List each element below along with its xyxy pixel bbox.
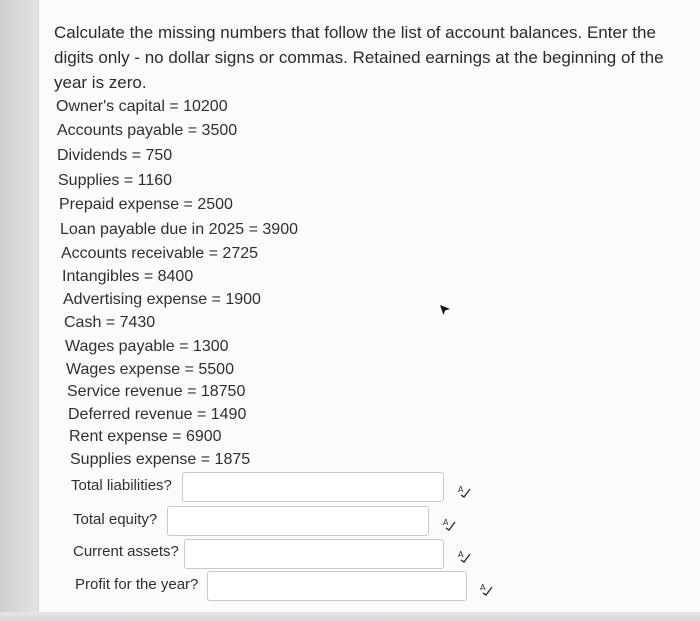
total-liabilities-input[interactable]: [182, 472, 444, 502]
svg-text:A: A: [458, 485, 464, 494]
balance-item: Rent expense = 6900: [69, 428, 222, 445]
balance-item: Cash = 7430: [64, 314, 156, 331]
balance-item: Supplies expense = 1875: [70, 451, 251, 468]
total-equity-label: Total equity?: [73, 511, 158, 528]
profit-for-year-label: Profit for the year?: [75, 576, 199, 593]
balance-item: Wages expense = 5500: [66, 361, 234, 378]
svg-text:A: A: [458, 550, 464, 559]
balance-item: Intangibles = 8400: [62, 268, 194, 285]
spellcheck-icon[interactable]: [479, 582, 493, 596]
balance-item: Wages payable = 1300: [65, 338, 229, 355]
svg-text:A: A: [480, 583, 486, 592]
balance-item: Advertising expense = 1900: [63, 291, 261, 308]
balance-item: Deferred revenue = 1490: [68, 406, 247, 423]
balance-item: Supplies = 1160: [58, 172, 173, 189]
mouse-cursor-icon: [438, 303, 452, 317]
balance-item: Loan payable due in 2025 = 3900: [60, 221, 298, 238]
balance-item: Prepaid expense = 2500: [59, 196, 233, 213]
spellcheck-icon[interactable]: [442, 517, 456, 531]
page-left-edge: [0, 0, 38, 621]
page-bottom-edge: [0, 612, 700, 621]
current-assets-label: Current assets?: [73, 543, 179, 560]
spellcheck-icon[interactable]: [457, 484, 471, 498]
balance-item: Service revenue = 18750: [67, 383, 246, 400]
balance-item: Owner's capital = 10200: [56, 98, 228, 115]
balance-item: Accounts receivable = 2725: [61, 245, 259, 262]
balance-item: Dividends = 750: [57, 147, 173, 164]
spellcheck-icon[interactable]: [457, 549, 471, 563]
total-liabilities-label: Total liabilities?: [71, 477, 172, 494]
current-assets-input[interactable]: [184, 539, 444, 569]
profit-for-year-input[interactable]: [207, 571, 467, 601]
question-prompt: Calculate the missing numbers that follow the list of account balances. Enter the digits only - no dollar signs or commas. Retained earnings at the beginning of the year is zero.: [54, 23, 664, 92]
total-equity-input[interactable]: [167, 506, 429, 536]
balance-item: Accounts payable = 3500: [57, 122, 238, 139]
svg-text:A: A: [443, 518, 449, 527]
